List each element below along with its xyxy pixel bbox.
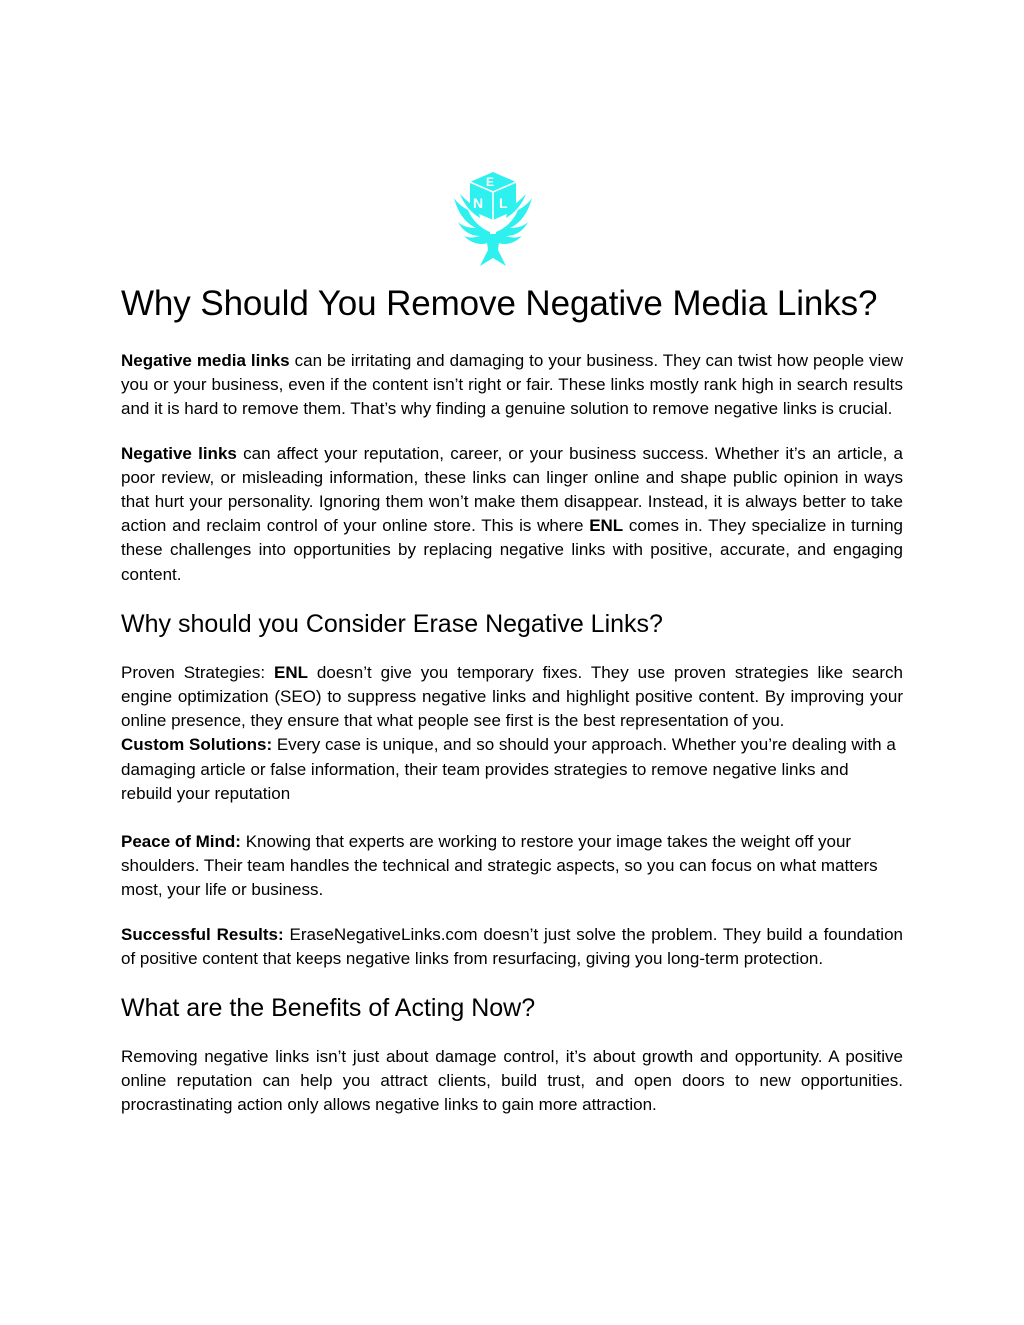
- negative-links-text-a: can affect your reputation, career, or your business success. Whether it’s an article, a poor review, or misleading information, these links can linger online and shape public opinion in ways that hurt your personality. Ignoring them won’t make them disappear. Instead, it is always better to take action and reclaim control of your online store. This is where: [121, 443, 903, 536]
- logo-letter-e: E: [486, 175, 495, 189]
- document-content: [121, 280, 903, 1138]
- success-text: EraseNegativeLinks.com doesn’t just solve the problem. They build a foundation of positive content that keeps negative links from resurfacing, giving you long-term protection.: [121, 924, 903, 968]
- peace-of-mind-paragraph: [121, 830, 903, 903]
- cube-with-wings-logo-icon: [450, 168, 536, 270]
- intro-bold: Negative media links: [121, 351, 290, 370]
- benefits-paragraph: Removing negative links isn’t just about damage control, it’s about growth and opportunity. A positive online reputation can help you attract clients, build trust, and open doors to new opportunities. procrastinating action only allows negative links to gain more attraction.: [121, 1047, 903, 1115]
- logo-letter-l: L: [499, 195, 508, 211]
- negative-links-paragraph: [121, 442, 903, 587]
- logo-letter-n: N: [473, 195, 484, 211]
- custom-text: Every case is unique, and so should your approach. Whether you’re dealing with a damaging article or false information, their team provides strategies to remove negative links and rebuild your reputation: [121, 735, 896, 803]
- benefits-heading: What are the Benefits of Acting Now?: [121, 994, 536, 1023]
- proven-strategies-paragraph: [121, 661, 903, 734]
- success-bold: Successful Results:: [121, 924, 284, 944]
- enl-logo: [450, 168, 536, 270]
- negative-links-text-b: comes in. They specialize in turning these challenges into opportunities by replacing negative links with positive, accurate, and engaging content.: [121, 516, 903, 584]
- proven-label: Proven Strategies:: [121, 662, 274, 682]
- custom-solutions-paragraph: [121, 733, 903, 806]
- proven-bold: ENL: [274, 662, 308, 682]
- consider-heading: Why should you Consider Erase Negative Links?: [121, 609, 663, 638]
- page-title: Why Should You Remove Negative Media Links?: [121, 284, 878, 323]
- intro-text: can be irritating and damaging to your business. They can twist how people view you or your business, even if the content isn’t right or fair. These links mostly rank high in search results and it is hard to remove them. That’s why finding a genuine solution to remove negative links is crucial.: [121, 351, 904, 419]
- proven-text: doesn’t give you temporary fixes. They use proven strategies like search engine optimization (SEO) to suppress negative links and highlight positive content. By improving your online presence, they ensure that what people see first is the best representation of you.: [121, 662, 903, 731]
- negative-links-bold: Negative links: [121, 443, 237, 463]
- enl-bold: ENL: [589, 516, 624, 536]
- peace-bold: Peace of Mind:: [121, 832, 241, 852]
- peace-text: Knowing that experts are working to restore your image takes the weight off your shoulders. Their team handles the technical and strategic aspects, so you can focus on what matters most, your life or business.: [121, 832, 878, 900]
- successful-results-paragraph: [121, 923, 903, 971]
- custom-bold: Custom Solutions:: [121, 735, 273, 755]
- intro-paragraph: [121, 349, 903, 422]
